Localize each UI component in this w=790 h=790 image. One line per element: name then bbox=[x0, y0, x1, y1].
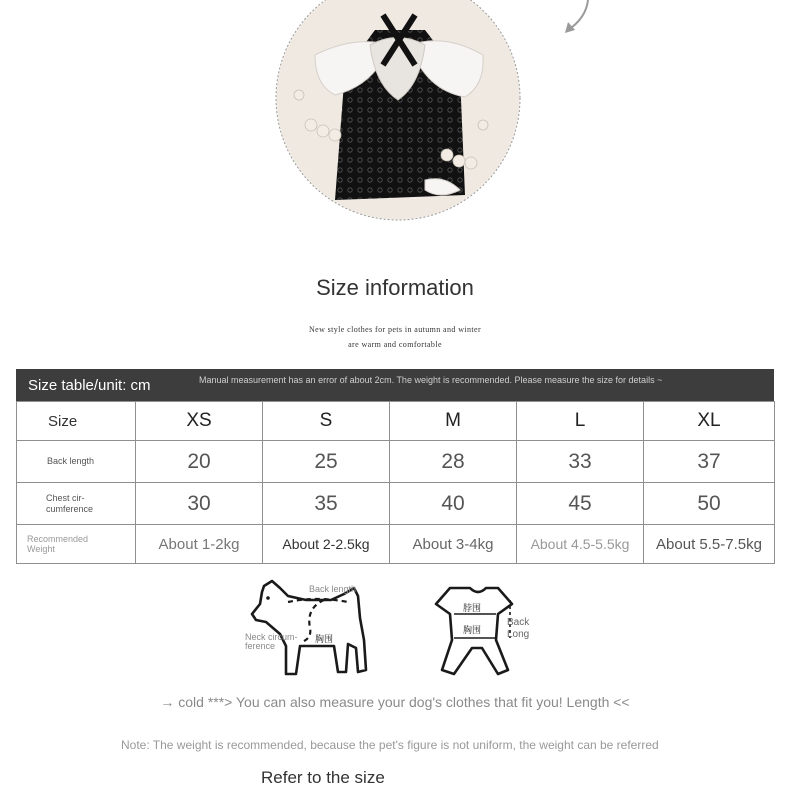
size-column-header: Size bbox=[17, 402, 136, 441]
size-table-header bbox=[16, 369, 774, 401]
product-photo bbox=[275, 0, 521, 221]
table-row bbox=[17, 525, 775, 564]
table-cell: About 1-2kg bbox=[136, 525, 263, 564]
weight-note: Note: The weight is recommended, because the pet's figure is not uniform, the weight can be referred bbox=[121, 738, 659, 752]
subtitle-line-2: are warm and comfortable bbox=[348, 340, 442, 349]
chest-circumference-label: Chest cir- cumference bbox=[17, 483, 136, 525]
measurement-diagram bbox=[236, 578, 536, 680]
table-cell: 45 bbox=[517, 483, 644, 525]
measurement-note: Manual measurement has an error of about 2cm. The weight is recommended. Please measure the size for details ~ bbox=[199, 375, 663, 385]
table-row bbox=[17, 483, 775, 525]
table-cell: 25 bbox=[263, 441, 390, 483]
garment-chest-label: 胸围 bbox=[463, 625, 482, 635]
size-m-header: M bbox=[390, 402, 517, 441]
table-cell: 20 bbox=[136, 441, 263, 483]
table-cell: About 5.5-7.5kg bbox=[644, 525, 775, 564]
table-row bbox=[17, 441, 775, 483]
arrow-icon bbox=[560, 0, 596, 36]
size-l-header: L bbox=[517, 402, 644, 441]
subtitle-line-1: New style clothes for pets in autumn and winter bbox=[308, 325, 482, 334]
dog-neck-label: Neck circum- ference bbox=[245, 632, 298, 651]
table-cell: 28 bbox=[390, 441, 517, 483]
table-cell: 40 bbox=[390, 483, 517, 525]
table-cell: 37 bbox=[644, 441, 775, 483]
table-cell: 33 bbox=[517, 441, 644, 483]
back-length-label: Back length bbox=[17, 441, 136, 483]
garment-neck-label: 脖围 bbox=[463, 603, 482, 613]
table-cell: About 4.5-5.5kg bbox=[517, 525, 644, 564]
measure-hint: → cold ***> You can also measure your dog's clothes that fit you! Length << bbox=[160, 694, 630, 710]
size-table bbox=[16, 401, 775, 564]
table-cell: 50 bbox=[644, 483, 775, 525]
refer-size-text: Refer to the size bbox=[261, 768, 385, 787]
table-cell: About 3-4kg bbox=[390, 525, 517, 564]
table-cell: About 2-2.5kg bbox=[263, 525, 390, 564]
table-cell: 35 bbox=[263, 483, 390, 525]
page-title: Size information bbox=[316, 275, 474, 300]
table-header-row bbox=[17, 402, 775, 441]
table-cell: 30 bbox=[136, 483, 263, 525]
dog-back-length-label: Back length bbox=[309, 584, 357, 594]
size-xl-header: XL bbox=[644, 402, 775, 441]
recommended-weight-label: Recommended Weight bbox=[17, 525, 136, 564]
size-s-header: S bbox=[263, 402, 390, 441]
garment-back-label: Back Long bbox=[507, 617, 530, 640]
size-xs-header: XS bbox=[136, 402, 263, 441]
dog-outline-icon bbox=[252, 581, 366, 674]
size-table-title: Size table/unit: cm bbox=[28, 377, 151, 394]
dog-chest-label: 胸围 bbox=[315, 634, 334, 644]
